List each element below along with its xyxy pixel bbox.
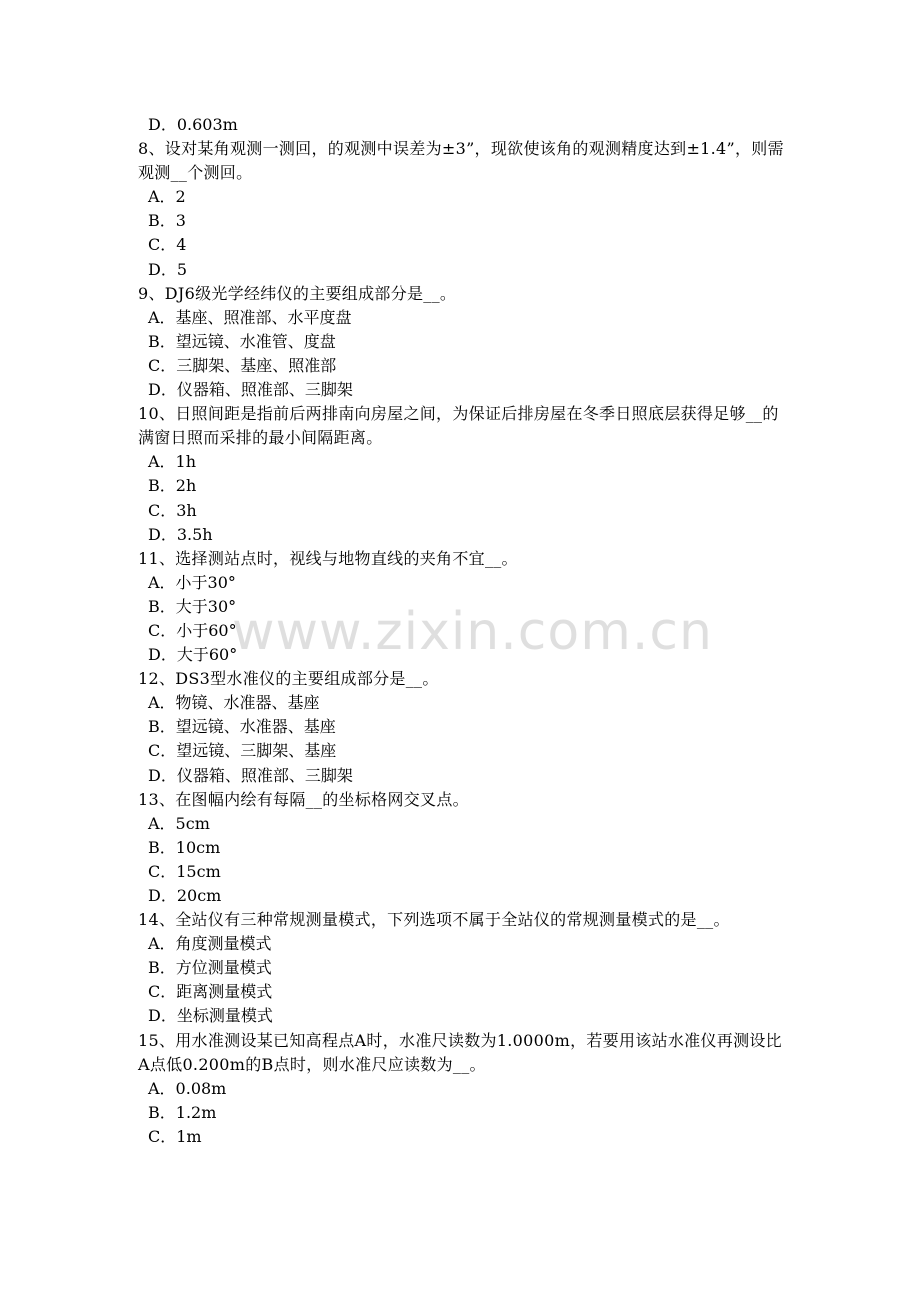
answer-option: A．基座、照准部、水平度盘 — [148, 307, 352, 327]
question-item — [138, 402, 788, 547]
document-body — [138, 113, 788, 1149]
answer-option: C．1m — [148, 1126, 202, 1146]
answer-option: C．4 — [148, 235, 187, 255]
question-text: 11、选择测站点时，视线与地物直线的夹角不宜__。 — [138, 548, 518, 568]
answer-option: C．小于60° — [148, 620, 237, 640]
question-text: 8、设对某角观测一测回，的观测中误差为±3”，现欲使该角的观测精度达到±1.4”，则需观测__个测回。 — [138, 139, 784, 183]
question-text: 12、DS3型水准仪的主要组成部分是__。 — [138, 669, 439, 689]
question-text: 15、用水准测设某已知高程点A时，水准尺读数为1.0000m，若要用该站水准仪再测设比A点低0.200m的B点时，则水准尺应读数为__。 — [138, 1030, 782, 1074]
answer-option: A．0.08m — [148, 1078, 227, 1098]
question-item — [138, 1029, 788, 1149]
question-item — [138, 137, 788, 282]
answer-option: B．2h — [148, 476, 197, 496]
question-item — [138, 908, 788, 1028]
answer-option: D．20cm — [148, 886, 222, 905]
answer-option: B．方位测量模式 — [148, 958, 272, 978]
question-text: 13、在图幅内绘有每隔__的坐标格网交叉点。 — [138, 789, 469, 809]
answer-option: D．仪器箱、照准部、三脚架 — [148, 380, 353, 400]
question-text: 14、全站仪有三种常规测量模式，下列选项不属于全站仪的常规测量模式的是__。 — [138, 910, 730, 930]
answer-option: B．大于30° — [148, 596, 237, 616]
answer-option: D．5 — [148, 259, 188, 279]
answer-option: A．1h — [148, 452, 197, 472]
answer-option: D．3.5h — [148, 524, 213, 544]
answer-option: B．望远镜、水准管、度盘 — [148, 331, 336, 351]
answer-option: D．坐标测量模式 — [148, 1006, 273, 1026]
answer-option: A．5cm — [148, 813, 210, 833]
question-item — [138, 667, 788, 787]
answer-option: A．2 — [148, 187, 186, 207]
answer-option: A．小于30° — [148, 572, 236, 592]
question-text: 10、日照间距是指前后两排南向房屋之间，为保证后排房屋在冬季日照底层获得足够__的满窗日照而采排的最小间隔距离。 — [138, 404, 779, 448]
watermark: www.zixin.com.cn — [232, 602, 713, 662]
answer-option: C．15cm — [148, 861, 221, 881]
lead-option: D．0.603m — [148, 115, 238, 134]
question-item — [138, 282, 788, 402]
answer-option: A．角度测量模式 — [148, 934, 272, 954]
question-list — [138, 137, 788, 1149]
answer-option: A．物镜、水准器、基座 — [148, 693, 320, 713]
answer-option: B．望远镜、水准器、基座 — [148, 717, 336, 737]
answer-option: C．望远镜、三脚架、基座 — [148, 741, 337, 761]
answer-option: B．10cm — [148, 837, 221, 857]
answer-option: C．三脚架、基座、照准部 — [148, 355, 337, 375]
answer-option: B．1.2m — [148, 1102, 217, 1122]
question-item — [138, 788, 788, 908]
answer-option: C．3h — [148, 500, 197, 520]
answer-option: C．距离测量模式 — [148, 982, 273, 1002]
answer-option: D．大于60° — [148, 645, 238, 665]
answer-option: B．3 — [148, 211, 186, 231]
question-item — [138, 547, 788, 667]
answer-option: D．仪器箱、照准部、三脚架 — [148, 765, 353, 785]
question-text: 9、DJ6级光学经纬仪的主要组成部分是__。 — [138, 283, 457, 303]
